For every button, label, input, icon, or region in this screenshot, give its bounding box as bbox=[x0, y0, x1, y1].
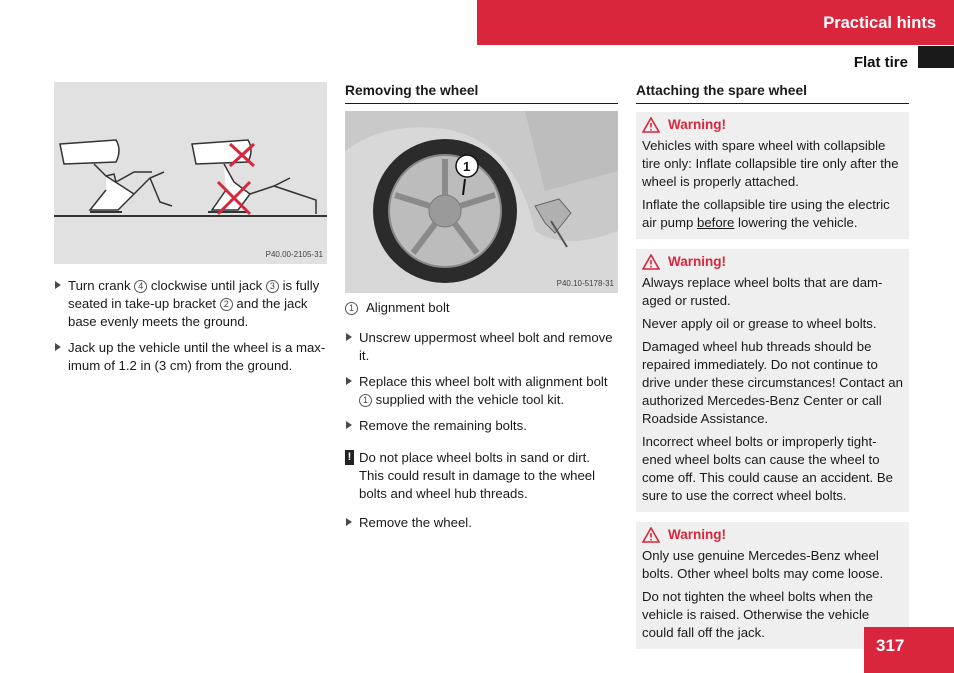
jack-illustration bbox=[54, 82, 327, 264]
column-jack-instructions bbox=[54, 82, 327, 375]
page-number-box bbox=[864, 627, 954, 673]
wheel-drawing bbox=[345, 111, 618, 293]
bullet-arrow-icon bbox=[346, 377, 352, 385]
section-header-bar bbox=[477, 0, 954, 45]
warning-triangle-icon bbox=[642, 527, 660, 543]
page-number: 317 bbox=[876, 636, 905, 655]
warning-box-collapsible-tire: Warning! Vehicles with spare wheel with collapsible tire only: Inflate collapsible tire only after the wheel is properly attached. Inflate the collapsible tire using the electric air pump before lowering the vehicle. bbox=[636, 112, 909, 239]
jack-positioning-drawing bbox=[54, 82, 327, 264]
bullet-arrow-icon bbox=[55, 281, 61, 289]
column-attaching-spare bbox=[636, 82, 909, 649]
step-remove-bolts: Remove the remaining bolts. bbox=[345, 417, 618, 435]
warning-heading: Warning! bbox=[642, 116, 903, 134]
step-replace-bolt: Replace this wheel bolt with alignment bolt 1 supplied with the vehicle tool kit. bbox=[345, 373, 618, 409]
bullet-arrow-icon bbox=[346, 421, 352, 429]
thumb-tab-marker bbox=[918, 46, 954, 68]
step-unscrew-bolt: Unscrew uppermost wheel bolt and remove it. bbox=[345, 329, 618, 365]
warning-heading: Warning! bbox=[642, 526, 903, 544]
wheel-photo bbox=[345, 111, 618, 293]
step-jack-up: Jack up the vehicle until the wheel is a max-imum of 1.2 in (3 cm) from the ground. bbox=[54, 339, 327, 375]
alignment-bolt-callout: 1 bbox=[463, 158, 471, 174]
warning-triangle-icon bbox=[642, 254, 660, 270]
reference-number: 1 bbox=[345, 302, 358, 315]
warning-box-wheel-bolts: Warning! Always replace wheel bolts that are dam-aged or rusted. Never apply oil or grease to wheel bolts. Damaged wheel hub threads should be repaired immediately. Do not continue to drive under these circumstances! Contact an authorized Mercedes-Benz Center or call Roadside Assistance. Incorrect wheel bolts or improperly tight-ened wheel bolts can cause the wheel to come off. This could cause an accident. Be sure to use the correct wheel bolts. bbox=[636, 249, 909, 512]
warning-triangle-icon bbox=[642, 117, 660, 133]
section-title: Practical hints bbox=[823, 14, 936, 32]
caution-note: ! Do not place wheel bolts in sand or dirt. This could result in damage to the wheel bolts and wheel hub threads. bbox=[345, 449, 618, 503]
figure-code: P40.00-2105-31 bbox=[265, 250, 323, 260]
reference-number: 3 bbox=[266, 280, 279, 293]
subsection-title: Flat tire bbox=[853, 54, 908, 71]
warning-box-genuine-bolts: Warning! Only use genuine Mercedes-Benz wheel bolts. Other wheel bolts may come loose. Do not tighten the wheel bolts when the vehicle is raised. Otherwise the vehicle could fall off the jack. bbox=[636, 522, 909, 649]
exclamation-icon: ! bbox=[345, 450, 354, 465]
bullet-arrow-icon bbox=[346, 518, 352, 526]
step-turn-crank: Turn crank 4 clockwise until jack 3 is fully seated in take-up bracket 2 and the jack base evenly meets the ground. bbox=[54, 277, 327, 331]
reference-number: 1 bbox=[359, 394, 372, 407]
warning-heading: Warning! bbox=[642, 253, 903, 271]
section-heading-attaching: Attaching the spare wheel bbox=[636, 82, 909, 104]
reference-number: 2 bbox=[220, 298, 233, 311]
figure-caption: 1 Alignment bolt bbox=[345, 299, 618, 317]
section-heading-removing: Removing the wheel bbox=[345, 82, 618, 104]
reference-number: 4 bbox=[134, 280, 147, 293]
figure-code: P40.10-5178-31 bbox=[556, 278, 614, 288]
column-removing-wheel bbox=[345, 82, 618, 532]
bullet-arrow-icon bbox=[55, 343, 61, 351]
step-remove-wheel: Remove the wheel. bbox=[345, 514, 618, 532]
bullet-arrow-icon bbox=[346, 333, 352, 341]
